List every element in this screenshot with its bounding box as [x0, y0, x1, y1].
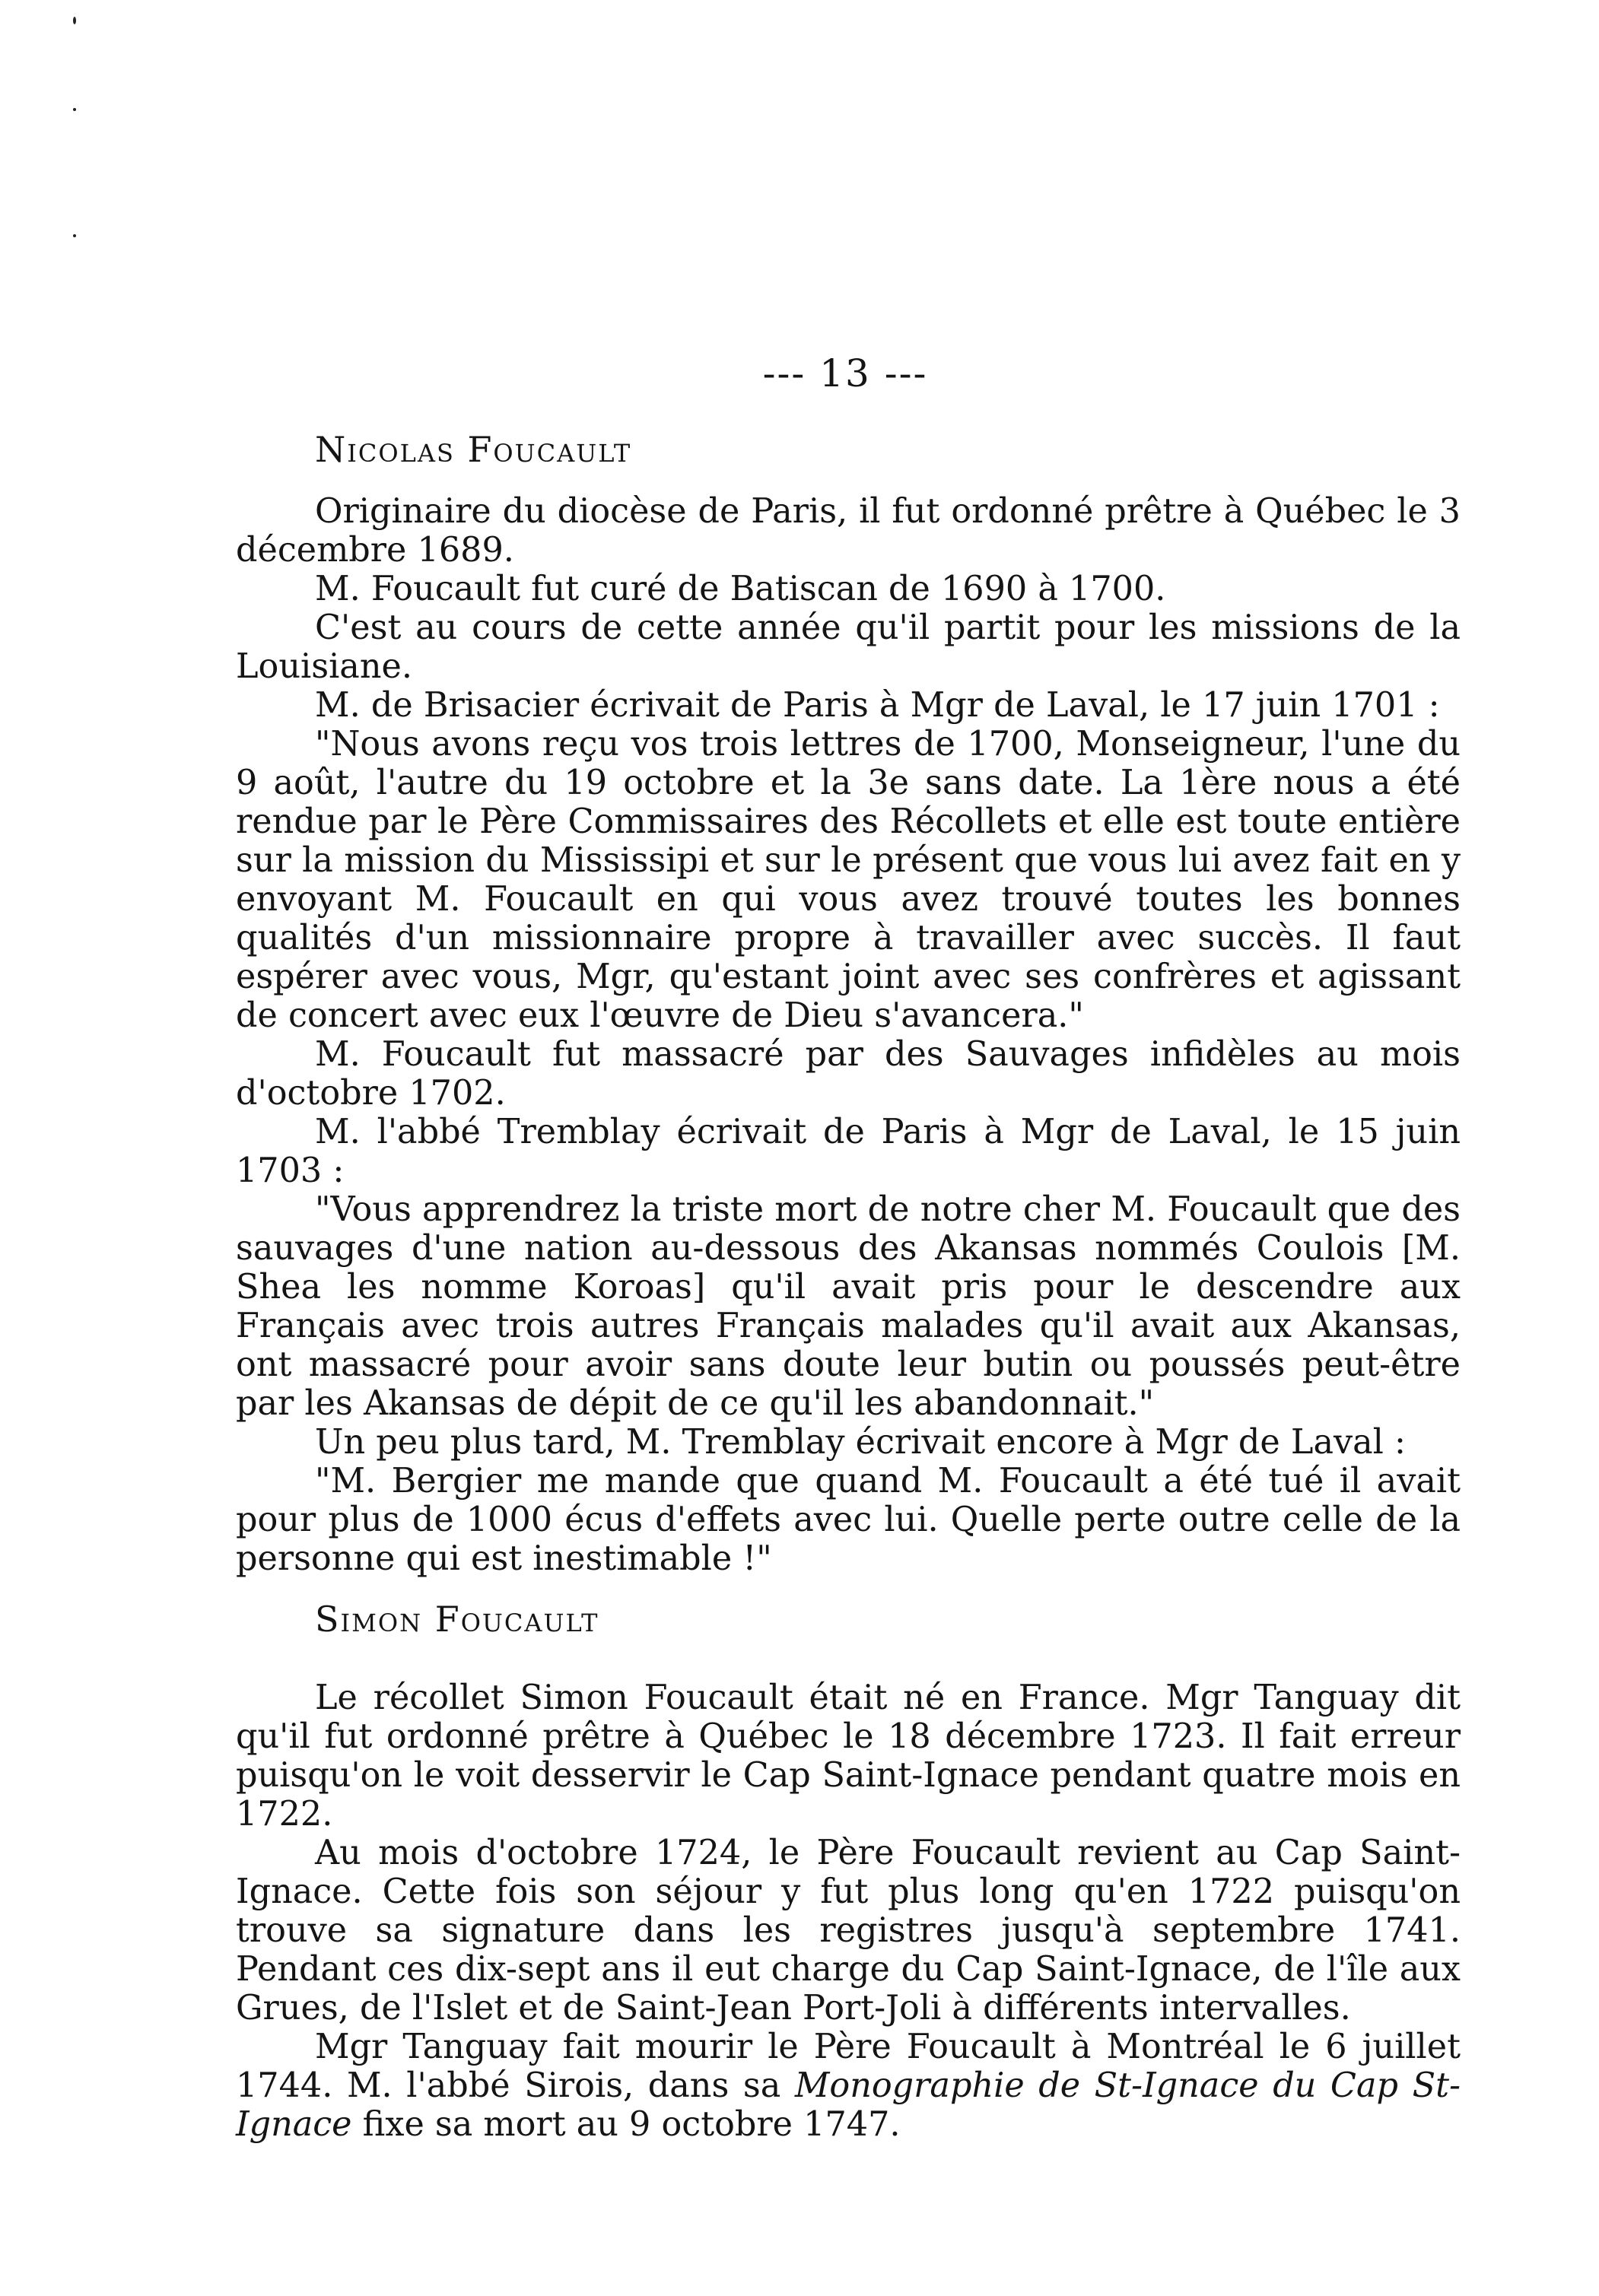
paragraph: Un peu plus tard, M. Tremblay écrivait encore à Mgr de Laval : — [315, 1423, 1407, 1462]
paragraph: C'est au cours de cette année qu'il partit pour les missions de la Louisiane. — [236, 608, 1461, 686]
section-heading: Simon Foucault — [315, 1599, 599, 1640]
section-simon-foucault — [236, 1600, 1461, 2144]
paragraph-last — [236, 2028, 1461, 2144]
scan-speck — [73, 234, 76, 237]
paragraph: M. de Brisacier écrivait de Paris à Mgr de Laval, le 17 juin 1701 : — [315, 686, 1440, 725]
paragraph: M. Foucault fut curé de Batiscan de 1690 à 1700. — [315, 570, 1166, 608]
scan-speck — [73, 17, 76, 24]
scan-speck — [73, 108, 76, 111]
book-title: Monographie de St-Ignace du Cap St-Ignace — [236, 2066, 1461, 2144]
paragraph: Le récollet Simon Foucault était né en France. Mgr Tanguay dit qu'il fut ordonné prêtre à Québec le 18 décembre 1723. Il fait erreur puisqu'on le voit desservir le Cap Saint-Ignace pendant quatre mois en 1722. — [236, 1678, 1461, 1834]
paragraph: Au mois d'octobre 1724, le Père Foucault revient au Cap Saint-Ignace. Cette fois son séjour y fut plus long qu'en 1722 puisqu'on trouve sa signature dans les registres jusqu'à septembre 1741. Pendant ces dix-sept ans il eut charge du Cap Saint-Ignace, de l'île aux Grues, de l'Islet et de Saint-Jean Port-Joli à différents intervalles. — [236, 1834, 1461, 2028]
paragraph: Originaire du diocèse de Paris, il fut ordonné prêtre à Québec le 3 décembre 1689. — [236, 492, 1461, 570]
quotation-paragraph: "Nous avons reçu vos trois lettres de 1700, Monseigneur, l'une du 9 août, l'autre du 19 octobre et la 3e sans date. La 1ère nous a été rendue par le Père Commissaires des Récollets et elle est toute entière sur la mission du Mississipi et sur le présent que vous lui avez fait en y envoyant M. Foucault en qui vous avez trouvé toutes les bonnes qualités d'un missionnaire propre à travailler avec succès. Il faut espérer avec vous, Mgr, qu'estant joint avec ses confrères et agissant de concert avec eux l'œuvre de Dieu s'avancera." — [236, 725, 1461, 1035]
section-nicolas-foucault — [236, 430, 1461, 1578]
text-run: fixe sa mort au 9 octobre 1747. — [351, 2105, 901, 2144]
text-run: Mgr Tanguay fait mourir le Père Foucault à Montréal le 6 juillet 1744. M. l'abbé Sirois, dans sa — [236, 2028, 1461, 2105]
section-heading: Nicolas Foucault — [315, 429, 632, 470]
paragraph: M. Foucault fut massacré par des Sauvages infidèles au mois d'octobre 1702. — [236, 1035, 1461, 1113]
quotation-paragraph: "M. Bergier me mande que quand M. Foucault a été tué il avait pour plus de 1000 écus d'effets avec lui. Quelle perte outre celle de la personne qui est inestimable !" — [236, 1462, 1461, 1578]
paragraph: M. l'abbé Tremblay écrivait de Paris à Mgr de Laval, le 15 juin 1703 : — [236, 1113, 1461, 1190]
quotation-paragraph: "Vous apprendrez la triste mort de notre cher M. Foucault que des sauvages d'une nation au-dessous des Akansas nommés Coulois [M. Shea les nomme Koroas] qu'il avait pris pour le descendre aux Français avec trois autres Français malades qu'il avait aux Akansas, ont massacré pour avoir sans doute leur butin ou poussés peut-être par les Akansas de dépit de ce qu'il les abandonnait." — [236, 1190, 1461, 1423]
page-number: --- 13 --- — [762, 351, 928, 395]
